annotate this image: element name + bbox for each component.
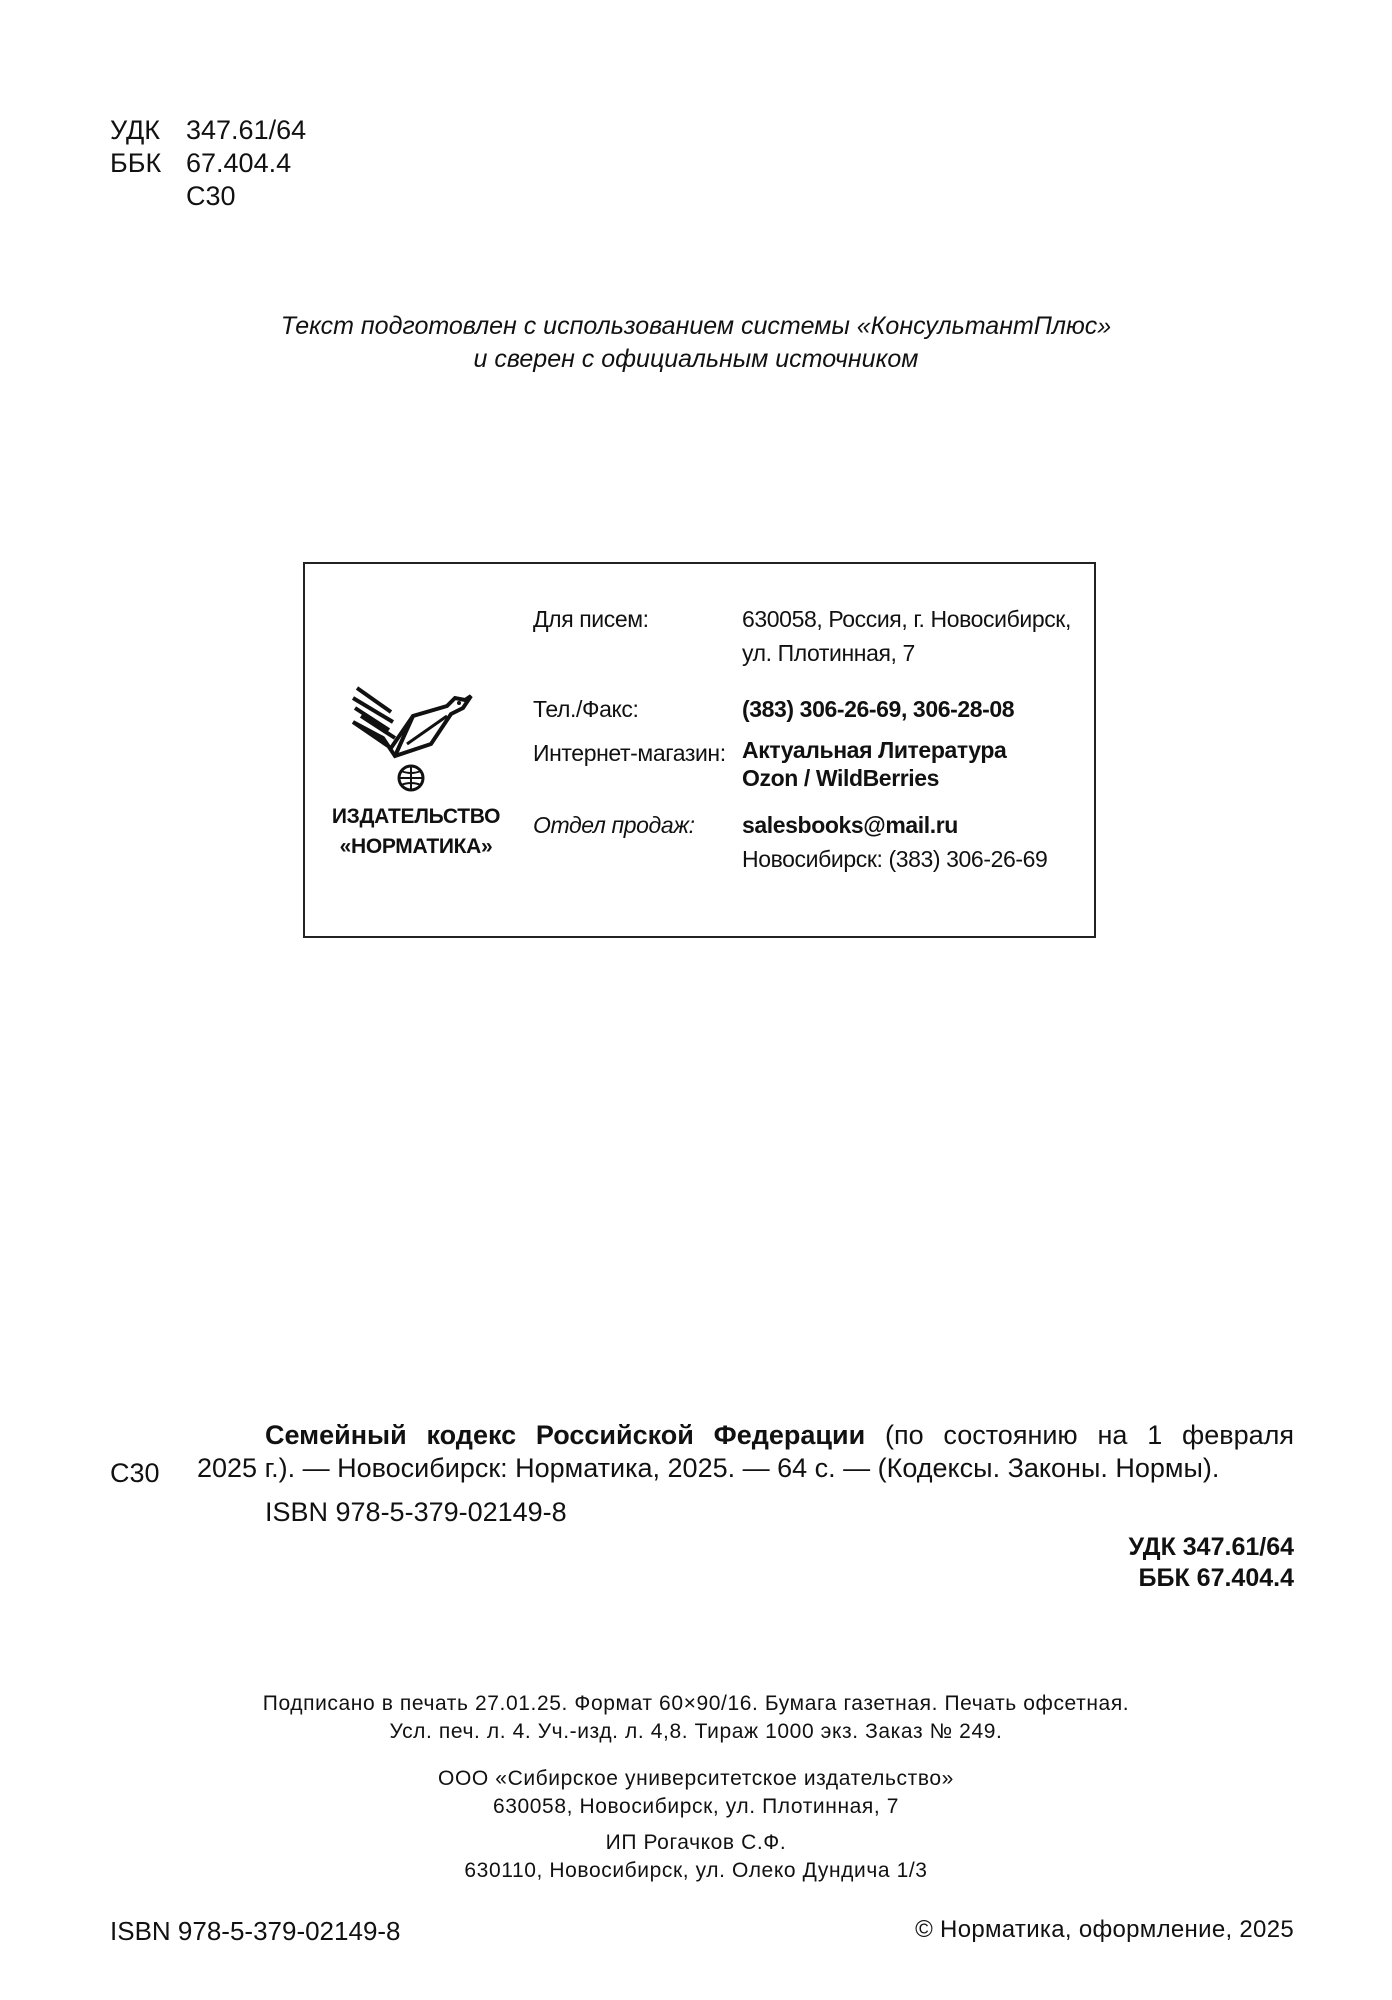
prepared-note-line1: Текст подготовлен с использованием системы «КонсультантПлюс» xyxy=(280,312,1112,340)
printer1-address: 630058, Новосибирск, ул. Плотинная, 7 xyxy=(492,1795,900,1818)
letters-row xyxy=(533,602,1071,670)
publisher-name-line1: ИЗДАТЕЛЬСТВО xyxy=(331,805,501,828)
publisher-box xyxy=(303,562,1096,938)
biblio-line1-rest: (по состоянию на 1 февраля xyxy=(865,1420,1294,1450)
phone-value: (383) 306-26-69, 306-28-08 xyxy=(742,696,1015,722)
biblio-author-sign: С30 xyxy=(110,1458,160,1488)
phone-label: Тел./Факс: xyxy=(533,696,639,722)
biblio-line2: 2025 г.). — Новосибирск: Норматика, 2025. — 64 с. — (Кодексы. Законы. Нормы). xyxy=(197,1453,1220,1483)
udk-row xyxy=(110,114,306,147)
shop-label: Интернет-магазин: xyxy=(533,740,726,766)
publisher-logo xyxy=(328,686,504,862)
udk-label: УДК xyxy=(110,115,160,145)
phone-row xyxy=(533,692,1071,726)
biblio-line1 xyxy=(197,1419,1294,1452)
printer2-address: 630110, Новосибирск, ул. Олеко Дундича 1/3 xyxy=(464,1859,928,1882)
shop-line2: Ozon / WildBerries xyxy=(742,765,940,791)
bbk-value: 67.404.4 xyxy=(186,148,292,178)
imprint-printer2 xyxy=(0,1829,1392,1885)
biblio-bbk: ББК 67.404.4 xyxy=(1138,1564,1294,1592)
letters-address-line1: 630058, Россия, г. Новосибирск, xyxy=(742,606,1071,632)
book-title: Семейный кодекс Российской Федерации xyxy=(265,1420,866,1450)
letters-address-line2: ул. Плотинная, 7 xyxy=(742,640,915,666)
printer2-name: ИП Рогачков С.Ф. xyxy=(605,1831,787,1854)
udk-value: 347.61/64 xyxy=(186,115,307,145)
author-sign-row xyxy=(110,180,306,213)
sales-label: Отдел продаж: xyxy=(533,812,695,838)
prepared-note-line2: и сверен с официальным источником xyxy=(473,345,919,373)
prepared-note xyxy=(0,310,1392,376)
imprint-printer1 xyxy=(0,1765,1392,1821)
biblio-isbn: ISBN 978-5-379-02149-8 xyxy=(265,1497,567,1527)
publisher-contacts xyxy=(533,602,1071,888)
printer1-name: ООО «Сибирское университетское издательство» xyxy=(438,1767,954,1790)
biblio-udk: УДК 347.61/64 xyxy=(1128,1533,1294,1561)
shop-row xyxy=(533,736,1071,792)
imprint-line1: Подписано в печать 27.01.25. Формат 60×90/16. Бумага газетная. Печать офсетная. xyxy=(262,1692,1130,1715)
bbk-label: ББК xyxy=(110,148,162,178)
bird-logo-icon xyxy=(351,686,481,802)
sales-phone: Новосибирск: (383) 306-26-69 xyxy=(742,846,1048,872)
letters-label: Для писем: xyxy=(533,606,649,632)
author-sign: С30 xyxy=(186,181,236,211)
sales-row xyxy=(533,808,1071,876)
shop-line1: Актуальная Литература xyxy=(742,737,1007,763)
imprint-line2: Усл. печ. л. 4. Уч.-изд. л. 4,8. Тираж 1000 экз. Заказ № 249. xyxy=(389,1720,1003,1743)
footer-copyright: © Норматика, оформление, 2025 xyxy=(915,1916,1294,1943)
footer-isbn: ISBN 978-5-379-02149-8 xyxy=(110,1916,401,1946)
imprint-print-details xyxy=(0,1690,1392,1746)
publisher-name-line2: «НОРМАТИКА» xyxy=(339,835,493,858)
bbk-row xyxy=(110,147,306,180)
bibliographic-entry xyxy=(197,1419,1294,1527)
biblio-classification xyxy=(1128,1532,1294,1594)
classification-block xyxy=(110,114,306,213)
sales-email: salesbooks@mail.ru xyxy=(742,812,958,838)
